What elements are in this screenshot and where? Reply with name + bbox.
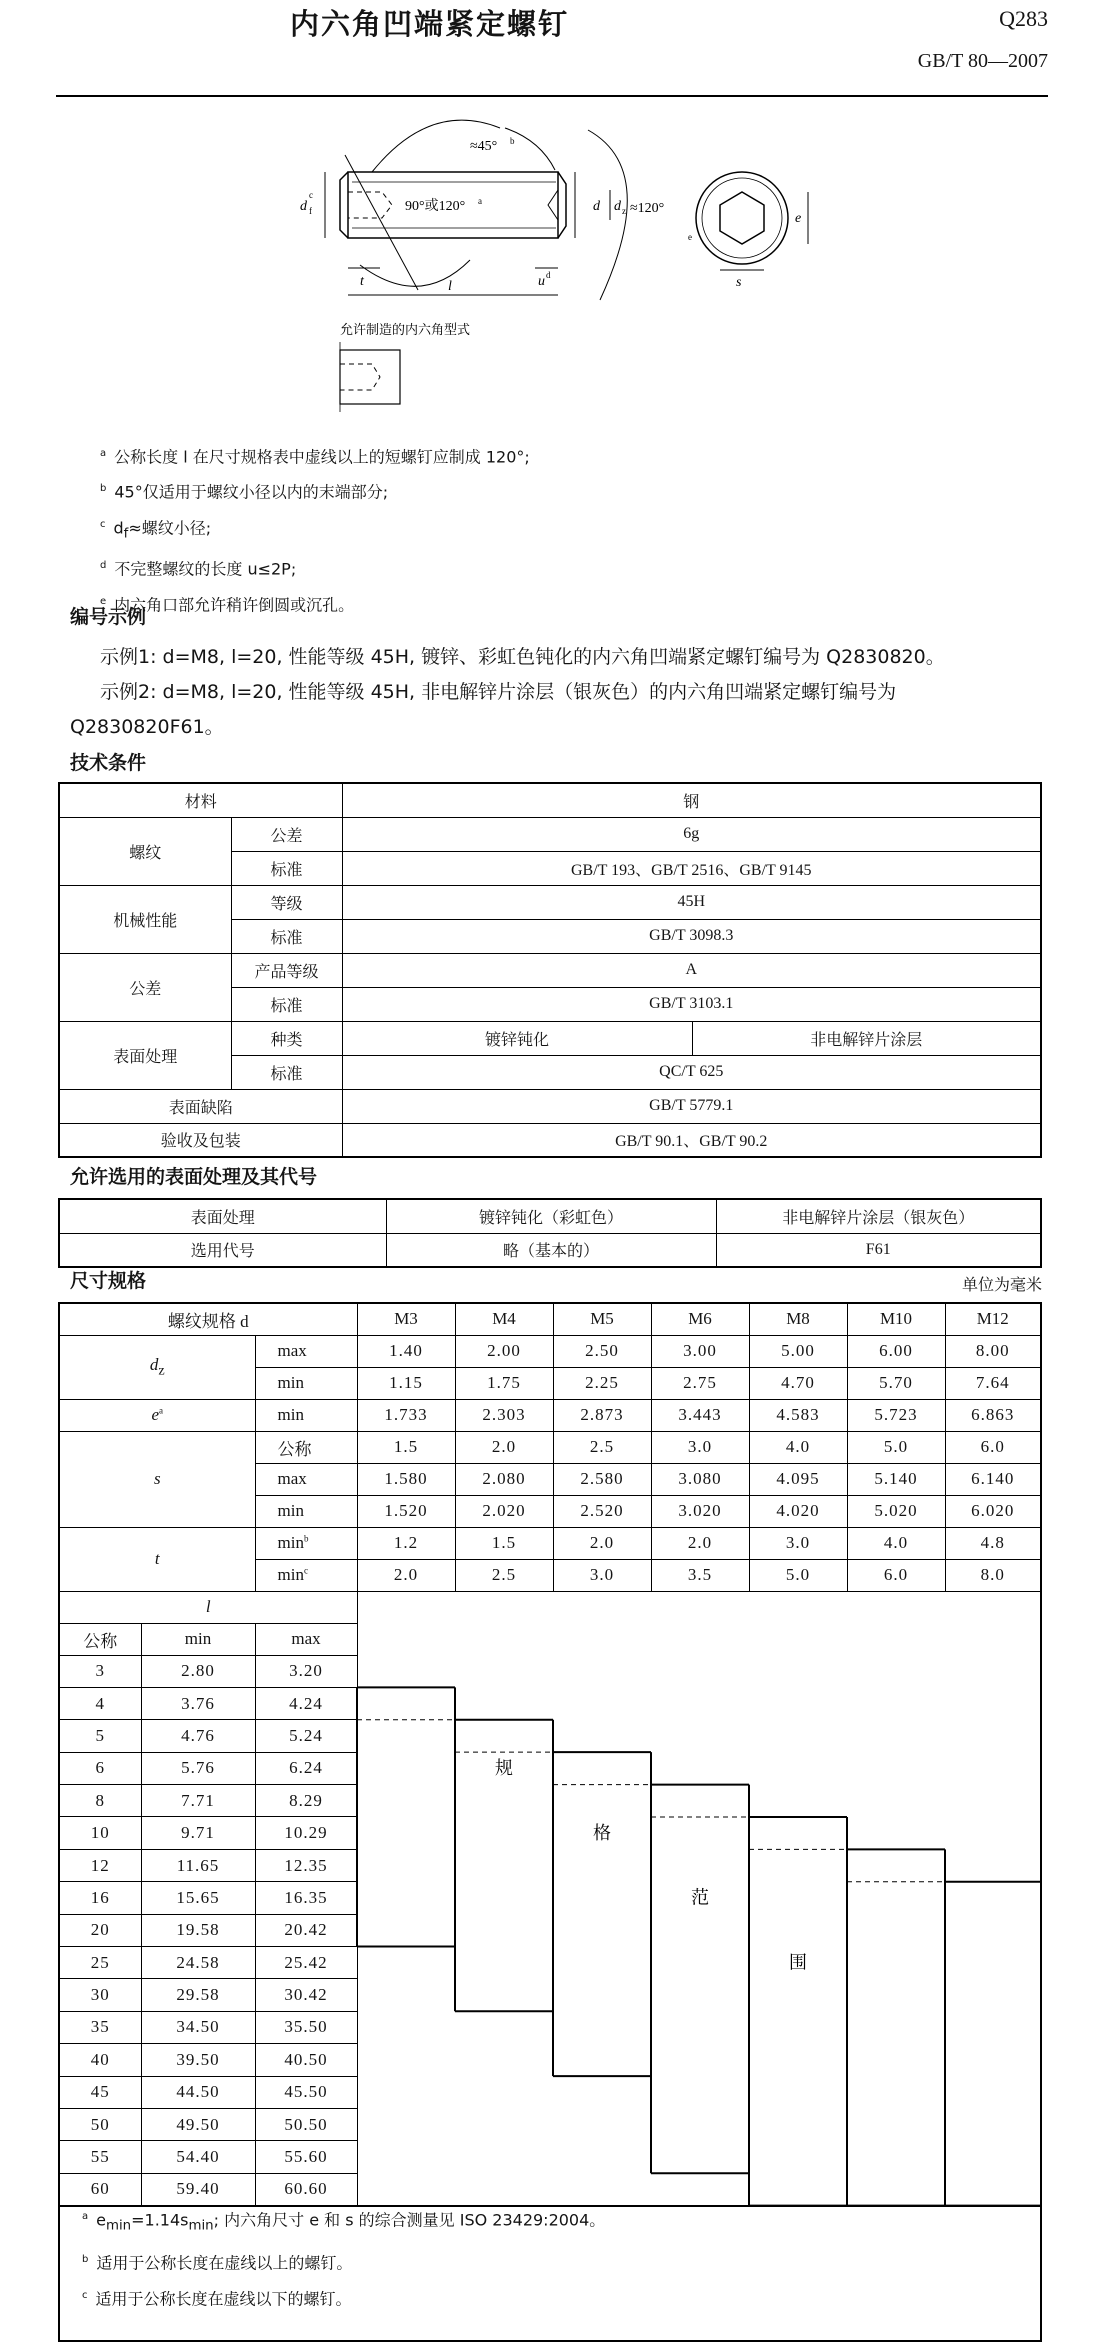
figure-note-e: $^e$ 内六角口部允许稍许倒圆或沉孔。 [100, 594, 355, 614]
t-minb-value: 2.0 [553, 1527, 651, 1559]
s-max-value: 4.095 [749, 1463, 847, 1495]
kind-max: max [255, 1463, 357, 1495]
dz-min-value: 5.70 [847, 1367, 945, 1399]
l-max-value: 12.35 [255, 1849, 357, 1881]
s-nom-value: 2.0 [455, 1431, 553, 1463]
figure-note-a: $^a$ 公称长度 l 在尺寸规格表中虚线以上的短螺钉应制成 120°; [100, 447, 530, 467]
defect-label: 表面缺陷 [59, 1089, 342, 1123]
tol-standard: GB/T 3103.1 [342, 987, 1041, 1021]
mech-grade-label: 等级 [231, 885, 342, 919]
dz-min-value: 7.64 [945, 1367, 1041, 1399]
note-mark: d [100, 560, 107, 572]
product-grade-label: 产品等级 [231, 953, 342, 987]
l-max-value: 20.42 [255, 1914, 357, 1946]
material-label: 材料 [59, 783, 342, 817]
footnote-mark: c [82, 2289, 88, 2301]
t-minb-value: 1.5 [455, 1527, 553, 1559]
l-nom-value: 16 [59, 1882, 141, 1914]
l-min-value: 11.65 [141, 1849, 255, 1881]
l-max-value: 16.35 [255, 1882, 357, 1914]
surface-kind-label: 种类 [231, 1021, 342, 1055]
material-value: 钢 [342, 783, 1041, 817]
screw-drawing [0, 110, 1100, 430]
accept-standard: GB/T 90.1、GB/T 90.2 [342, 1123, 1041, 1157]
label-t: t [360, 274, 364, 289]
l-nom-value: 8 [59, 1785, 141, 1817]
t-minb-value: 4.8 [945, 1527, 1041, 1559]
s-max-value: 3.080 [651, 1463, 749, 1495]
label-e-note: e [688, 232, 692, 242]
l-min-value: 2.80 [141, 1655, 255, 1687]
figure-notes [100, 438, 530, 621]
l-nom-value: 25 [59, 1947, 141, 1979]
surf-col-0: 表面处理 [59, 1199, 386, 1233]
examples-heading: 编号示例 [70, 606, 147, 628]
e-min-value: 4.583 [749, 1399, 847, 1431]
dz-max-value: 3.00 [651, 1335, 749, 1367]
hex-socket [720, 192, 764, 244]
label-u-note: d [546, 270, 551, 280]
footnote-mark: b [82, 2253, 89, 2265]
surface-kind-1: 镀锌钝化 [342, 1021, 692, 1055]
angle-label-top: ≈45° [470, 139, 498, 154]
l-max-value: 30.42 [255, 1979, 357, 2011]
surface-options-table [58, 1198, 1042, 1268]
example-2-cont: Q2830820F61。 [70, 716, 224, 738]
alt-socket-caption: 允许制造的内六角型式 [340, 322, 471, 337]
label-u: u [538, 274, 545, 289]
e-min-value: 5.723 [847, 1399, 945, 1431]
t-minb-value: 1.2 [357, 1527, 455, 1559]
l-min-value: 54.40 [141, 2141, 255, 2173]
l-nom-value: 30 [59, 1979, 141, 2011]
page-code: Q283 [999, 6, 1048, 31]
l-max-value: 40.50 [255, 2044, 357, 2076]
kind-min: min [255, 1399, 357, 1431]
t-minc-value: 6.0 [847, 1559, 945, 1591]
t-label: t [59, 1527, 255, 1591]
table-row [59, 1591, 1041, 1623]
dz-min-value: 4.70 [749, 1367, 847, 1399]
example-2: 示例2: d=M8, l=20, 性能等级 45H, 非电解锌片涂层（银灰色）的内六角凹端紧定螺钉编号为 [100, 681, 897, 703]
s-max-value: 5.140 [847, 1463, 945, 1495]
l-min-value: 44.50 [141, 2076, 255, 2108]
s-min-value: 4.020 [749, 1495, 847, 1527]
s-min-value: 6.020 [945, 1495, 1041, 1527]
l-max-value: 50.50 [255, 2108, 357, 2140]
surf-col-1: 镀锌钝化（彩虹色） [386, 1199, 716, 1233]
header-rule [56, 95, 1048, 97]
tol-label: 公差 [59, 953, 231, 1021]
page-title: 内六角凹端紧定螺钉 [290, 7, 570, 41]
l-max-value: 25.42 [255, 1947, 357, 1979]
l-nom-value: 50 [59, 2108, 141, 2140]
l-min-value: 15.65 [141, 1882, 255, 1914]
surface-standard-label: 标准 [231, 1055, 342, 1089]
e-min-value: 2.873 [553, 1399, 651, 1431]
l-max-value: 4.24 [255, 1687, 357, 1719]
t-minc-value: 8.0 [945, 1559, 1041, 1591]
kind-min-b: $\min^b$ [255, 1527, 357, 1559]
note-mark: a [100, 448, 107, 459]
l-nom-value: 60 [59, 2173, 141, 2205]
figure-note-b: $^b$ 45°仅适用于螺纹小径以内的末端部分; [100, 482, 389, 502]
t-minb-value: 4.0 [847, 1527, 945, 1559]
figure-note-d: $^d$ 不完整螺纹的长度 u≤2P; [100, 559, 297, 579]
e-min-value: 6.863 [945, 1399, 1041, 1431]
thread-tolerance: 6g [342, 817, 1041, 851]
example-1: 示例1: d=M8, l=20, 性能等级 45H, 镀锌、彩虹色钝化的内六角凹端紧定螺钉编号为 Q2830820。 [100, 646, 945, 668]
s-nom-value: 6.0 [945, 1431, 1041, 1463]
s-label: s [59, 1431, 255, 1527]
l-min-header: min [141, 1623, 255, 1655]
angle-note-b: b [510, 136, 515, 146]
s-min-value: 5.020 [847, 1495, 945, 1527]
s-nom-value: 4.0 [749, 1431, 847, 1463]
size-header: M10 [847, 1303, 945, 1335]
dz-max-value: 2.00 [455, 1335, 553, 1367]
product-grade: A [342, 953, 1041, 987]
dz-max-value: 8.00 [945, 1335, 1041, 1367]
l-min-value: 7.71 [141, 1785, 255, 1817]
e-min-value: 3.443 [651, 1399, 749, 1431]
label-l: l [448, 279, 452, 294]
range-char: 围 [789, 1952, 807, 1974]
kind-min: min [255, 1495, 357, 1527]
mech-standard: GB/T 3098.3 [342, 919, 1041, 953]
range-char: 规 [495, 1758, 513, 1780]
s-max-value: 6.140 [945, 1463, 1041, 1495]
spec-header: 螺纹规格 d [59, 1303, 357, 1335]
label-e: e [795, 211, 802, 226]
l-min-value: 39.50 [141, 2044, 255, 2076]
s-nom-value: 3.0 [651, 1431, 749, 1463]
kind-max: max [255, 1335, 357, 1367]
s-nom-value: 1.5 [357, 1431, 455, 1463]
l-max-value: 60.60 [255, 2173, 357, 2205]
s-min-value: 3.020 [651, 1495, 749, 1527]
l-min-value: 5.76 [141, 1752, 255, 1784]
size-header: M3 [357, 1303, 455, 1335]
e-label: $e^a$ [59, 1399, 255, 1431]
t-minc-value: 2.5 [455, 1559, 553, 1591]
surface-standard: QC/T 625 [342, 1055, 1041, 1089]
dimensions-table [58, 1302, 1042, 2207]
angle-label-mid: 90°或120° [405, 199, 466, 214]
dz-max-value: 6.00 [847, 1335, 945, 1367]
table-row [59, 1303, 1041, 1335]
s-nom-value: 5.0 [847, 1431, 945, 1463]
tech-heading: 技术条件 [70, 752, 147, 774]
label-df: d [300, 199, 307, 214]
tol-standard-label: 标准 [231, 987, 342, 1021]
size-header: M5 [553, 1303, 651, 1335]
t-minb-value: 3.0 [749, 1527, 847, 1559]
s-max-value: 1.580 [357, 1463, 455, 1495]
l-max-value: 45.50 [255, 2076, 357, 2108]
table-row [59, 1527, 1041, 1559]
examples [70, 640, 1060, 745]
l-nom-value: 4 [59, 1687, 141, 1719]
l-min-value: 34.50 [141, 2011, 255, 2043]
label-df-sub: f [309, 206, 312, 216]
note-mark: b [100, 483, 107, 495]
l-max-value: 35.50 [255, 2011, 357, 2043]
surface-opts-heading: 允许选用的表面处理及其代号 [70, 1166, 318, 1188]
dims-heading: 尺寸规格 [70, 1270, 147, 1292]
surf-code-2: F61 [716, 1233, 1041, 1267]
defect-standard: GB/T 5779.1 [342, 1089, 1041, 1123]
dz-max-value: 2.50 [553, 1335, 651, 1367]
e-min-value: 2.303 [455, 1399, 553, 1431]
t-minc-value: 5.0 [749, 1559, 847, 1591]
l-nom-value: 55 [59, 2141, 141, 2173]
range-char: 范 [691, 1887, 709, 1909]
note-mark: e [100, 595, 107, 607]
mech-label: 机械性能 [59, 885, 231, 953]
s-nom-value: 2.5 [553, 1431, 651, 1463]
l-nom-value: 10 [59, 1817, 141, 1849]
dz-min-value: 1.75 [455, 1367, 553, 1399]
range-char: 格 [593, 1822, 611, 1844]
end-view-circle [696, 172, 788, 264]
footnotes [82, 2200, 605, 2315]
surf-code-1: 略（基本的） [386, 1233, 716, 1267]
s-min-value: 2.520 [553, 1495, 651, 1527]
l-nom-value: 5 [59, 1720, 141, 1752]
s-min-value: 2.020 [455, 1495, 553, 1527]
l-min-value: 24.58 [141, 1947, 255, 1979]
surf-row-label: 选用代号 [59, 1233, 386, 1267]
thread-standard: GB/T 193、GB/T 2516、GB/T 9145 [342, 851, 1041, 885]
label-dz: d [614, 199, 621, 214]
surface-kind-2: 非电解锌片涂层 [692, 1021, 1041, 1055]
l-nom-value: 35 [59, 2011, 141, 2043]
e-min-value: 1.733 [357, 1399, 455, 1431]
t-minc-value: 3.5 [651, 1559, 749, 1591]
footnote-mark: a [82, 2211, 89, 2222]
s-max-value: 2.080 [455, 1463, 553, 1495]
l-min-value: 49.50 [141, 2108, 255, 2140]
l-min-value: 9.71 [141, 1817, 255, 1849]
dz-max-value: 5.00 [749, 1335, 847, 1367]
l-nom-value: 20 [59, 1914, 141, 1946]
l-nom-value: 3 [59, 1655, 141, 1687]
angle-note-a: a [478, 196, 482, 206]
tech-conditions-table [58, 782, 1042, 1158]
angle-label-right: ≈120° [630, 201, 665, 216]
range-area [357, 1591, 1041, 2206]
footnote-b: $^b$ 适用于公称长度在虚线以上的螺钉。 [82, 2252, 353, 2272]
l-min-value: 29.58 [141, 1979, 255, 2011]
dz-label: $d_z$ [59, 1335, 255, 1399]
standard-number: GB/T 80—2007 [917, 50, 1048, 72]
table-row [59, 1399, 1041, 1431]
l-nom-value: 40 [59, 2044, 141, 2076]
t-minc-value: 2.0 [357, 1559, 455, 1591]
table-row [59, 1335, 1041, 1367]
accept-label: 验收及包装 [59, 1123, 342, 1157]
kind-nom: 公称 [255, 1431, 357, 1463]
l-max-value: 8.29 [255, 1785, 357, 1817]
dz-min-value: 2.25 [553, 1367, 651, 1399]
table-row [59, 1431, 1041, 1463]
footnote-c: $^c$ 适用于公称长度在虚线以下的螺钉。 [82, 2289, 352, 2309]
t-minb-value: 2.0 [651, 1527, 749, 1559]
mech-grade: 45H [342, 885, 1041, 919]
surface-label: 表面处理 [59, 1021, 231, 1089]
size-header: M4 [455, 1303, 553, 1335]
label-d: d [593, 199, 600, 214]
thread-standard-label: 标准 [231, 851, 342, 885]
thread-tolerance-label: 公差 [231, 817, 342, 851]
l-max-value: 5.24 [255, 1720, 357, 1752]
kind-min: min [255, 1367, 357, 1399]
l-max-value: 3.20 [255, 1655, 357, 1687]
size-header: M12 [945, 1303, 1041, 1335]
s-max-value: 2.580 [553, 1463, 651, 1495]
dz-min-value: 1.15 [357, 1367, 455, 1399]
size-header: M6 [651, 1303, 749, 1335]
l-label: l [59, 1591, 357, 1623]
l-nom-value: 12 [59, 1849, 141, 1881]
l-max-value: 6.24 [255, 1752, 357, 1784]
figure-note-c: $^c$ $d_f\approx$螺纹小径; [100, 517, 212, 542]
kind-min-c: $\min^c$ [255, 1559, 357, 1591]
label-s: s [736, 275, 742, 290]
label-df-note: c [309, 190, 313, 200]
l-nom-value: 6 [59, 1752, 141, 1784]
thread-label: 螺纹 [59, 817, 231, 885]
l-max-value: 10.29 [255, 1817, 357, 1849]
l-max-header: max [255, 1623, 357, 1655]
l-max-value: 55.60 [255, 2141, 357, 2173]
dz-max-value: 1.40 [357, 1335, 455, 1367]
l-min-value: 4.76 [141, 1720, 255, 1752]
label-dz-sub: z [622, 206, 626, 216]
t-minc-value: 3.0 [553, 1559, 651, 1591]
l-min-value: 59.40 [141, 2173, 255, 2205]
l-min-value: 19.58 [141, 1914, 255, 1946]
l-nom-value: 45 [59, 2076, 141, 2108]
s-min-value: 1.520 [357, 1495, 455, 1527]
l-min-value: 3.76 [141, 1687, 255, 1719]
note-mark: c [100, 518, 106, 530]
dz-min-value: 2.75 [651, 1367, 749, 1399]
size-header: M8 [749, 1303, 847, 1335]
mech-standard-label: 标准 [231, 919, 342, 953]
footnote-a: $^a$ $e_{min}=1.14s_{min}$; 内六角尺寸 e 和 s 的综合测量见 ISO 23429:2004。 [82, 2210, 606, 2234]
l-nom-header: 公称 [59, 1623, 141, 1655]
unit-note: 单位为毫米 [961, 1275, 1042, 1294]
surf-col-2: 非电解锌片涂层（银灰色） [716, 1199, 1041, 1233]
